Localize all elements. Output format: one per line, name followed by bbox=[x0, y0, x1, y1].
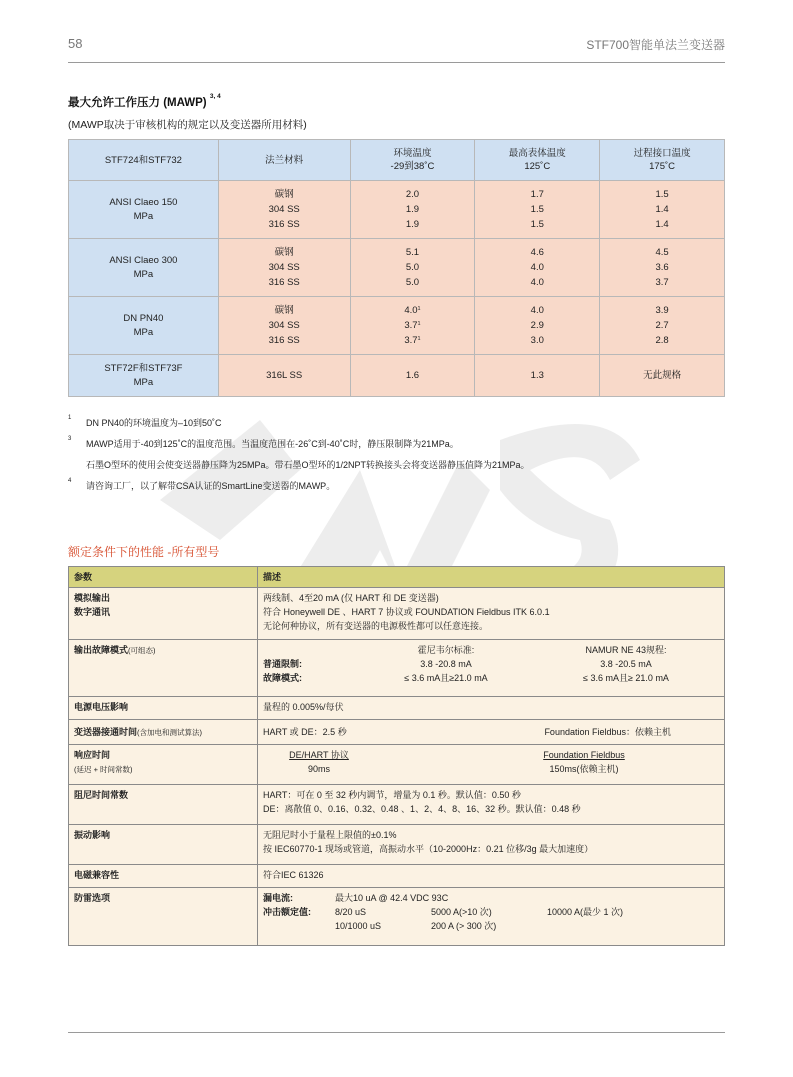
table-row bbox=[69, 697, 725, 720]
table-row bbox=[69, 888, 725, 946]
mawp-section-title: 最大允许工作压力 (MAWP) $^{3, 4}$ bbox=[68, 93, 221, 109]
header-desc: 描述 bbox=[258, 567, 725, 588]
table-row bbox=[69, 785, 725, 825]
param-cell: 阻尼时间常数 bbox=[69, 785, 258, 825]
param-cell: 模拟输出 数字通讯 bbox=[69, 588, 258, 640]
document-title: STF700智能单法兰变送器 bbox=[586, 38, 725, 52]
table-row bbox=[69, 640, 725, 697]
row-head: ANSI Claeo 300 MPa bbox=[69, 239, 219, 297]
header-divider bbox=[68, 62, 725, 63]
param-cell: 输出故障模式(可组态) bbox=[69, 640, 258, 697]
footnotes bbox=[68, 413, 725, 497]
ambient-cell: 2.0 1.9 1.9 bbox=[350, 181, 475, 239]
performance-table bbox=[68, 566, 725, 946]
table-row bbox=[69, 720, 725, 745]
footnote: 1 DN PN40的环境温度为–10到50˚C bbox=[68, 415, 222, 428]
param-cell: 响应时间 (延迟 + 时间常数) bbox=[69, 745, 258, 785]
mawp-section-subtitle: (MAWP取决于审核机构的规定以及变送器所用材料) bbox=[68, 119, 307, 131]
desc-cell: 无阻尼时小于量程上限值的±0.1% 按 IEC60770-1 现场或管道，高振动水平（10-2000Hz：0.21 位移/3g 最大加速度） bbox=[258, 825, 725, 865]
row-head: ANSI Claeo 150 MPa bbox=[69, 181, 219, 239]
process-cell: 4.5 3.6 3.7 bbox=[600, 239, 725, 297]
materials-cell: 碳钢 304 SS 316 SS bbox=[218, 181, 350, 239]
ambient-cell: 1.6 bbox=[350, 355, 475, 397]
desc-cell: HART：可在 0 至 32 秒内调节，增量为 0.1 秒。默认值：0.50 秒 DE：离散值 0、0.16、0.32、0.48 、1、2、4、8、16、32 秒。默认值：0.48 秒 bbox=[258, 785, 725, 825]
footnote: 石墨O型环的使用会使变送器静压降为25MPa。带石墨O型环的1/2NPT转换接头会将变送器静压值降为21MPa。 bbox=[86, 460, 530, 470]
param-cell: 电源电压影响 bbox=[69, 697, 258, 720]
desc-cell: 霍尼韦尔标准: NAMUR NE 43规程: 普通限制: 3.8 -20.8 mA 3.8 -20.5 mA 故障模式: ≤ 3.6 mA且≥21.0 mA ≤ 3.6 mA且≥ 21.0 mA bbox=[258, 640, 725, 697]
footnote: 3 MAWP适用于-40到125˚C的温度范围。当温度范围在-26˚C到-40˚C时，静压限制降为21MPa。 bbox=[68, 436, 459, 449]
max-body-cell: 4.0 2.9 3.0 bbox=[475, 297, 600, 355]
desc-cell: DE/HART 协议 90ms Foundation Fieldbus 150ms(依赖主机) bbox=[258, 745, 725, 785]
performance-section-title: 额定条件下的性能 -所有型号 bbox=[68, 545, 220, 559]
page-header bbox=[68, 36, 725, 60]
max-body-cell: 1.3 bbox=[475, 355, 600, 397]
row-head: DN PN40 MPa bbox=[69, 297, 219, 355]
header-process-temp: 过程接口温度 175˚C bbox=[600, 140, 725, 181]
row-head: STF72F和STF73F MPa bbox=[69, 355, 219, 397]
param-cell: 振动影响 bbox=[69, 825, 258, 865]
perf-header-row bbox=[69, 567, 725, 588]
header-flange-material: 法兰材料 bbox=[218, 140, 350, 181]
process-cell: 3.9 2.7 2.8 bbox=[600, 297, 725, 355]
table-row bbox=[69, 355, 725, 397]
desc-cell: 漏电流: 最大10 uA @ 42.4 VDC 93C 冲击额定值: 8/20 uS 5000 A(>10 次) 10000 A(最少 1 次) 10/1000 uS 200 A (> 300 次) bbox=[258, 888, 725, 946]
ambient-cell: $4.0^1$ $3.7^1$ $3.7^1$ bbox=[350, 297, 475, 355]
header-ambient-temp: 环境温度 -29到38˚C bbox=[350, 140, 475, 181]
process-cell: 1.5 1.4 1.4 bbox=[600, 181, 725, 239]
param-cell: 防雷选项 bbox=[69, 888, 258, 946]
table-row bbox=[69, 297, 725, 355]
desc-cell: 量程的 0.005%/每伏 bbox=[258, 697, 725, 720]
footnote: 4 请咨询工厂，以了解带CSA认证的SmartLine变送器的MAWP。 bbox=[68, 478, 336, 491]
table-row bbox=[69, 745, 725, 785]
materials-cell: 碳钢 304 SS 316 SS bbox=[218, 239, 350, 297]
page-number: 58 bbox=[68, 36, 83, 51]
desc-cell: 符合IEC 61326 bbox=[258, 865, 725, 888]
materials-cell: 316L SS bbox=[218, 355, 350, 397]
footer-divider bbox=[68, 1032, 725, 1033]
max-body-cell: 1.7 1.5 1.5 bbox=[475, 181, 600, 239]
table-row bbox=[69, 181, 725, 239]
table-row bbox=[69, 239, 725, 297]
table-row bbox=[69, 588, 725, 640]
desc-cell: 两线制、4至20 mA (仅 HART 和 DE 变送器) 符合 Honeywell DE 、HART 7 协议或 FOUNDATION Fieldbus ITK 6.0.1 无论何种协议，所有变送器的电源极性都可以任意连接。 bbox=[258, 588, 725, 640]
materials-cell: 碳钢 304 SS 316 SS bbox=[218, 297, 350, 355]
header-model: STF724和STF732 bbox=[69, 140, 219, 181]
max-body-cell: 4.6 4.0 4.0 bbox=[475, 239, 600, 297]
mawp-table bbox=[68, 139, 725, 397]
mawp-header-row bbox=[69, 140, 725, 181]
header-max-body-temp: 最高表体温度 125˚C bbox=[475, 140, 600, 181]
desc-cell: HART 或 DE：2.5 秒 Foundation Fieldbus：依赖主机 bbox=[258, 720, 725, 745]
param-cell: 电磁兼容性 bbox=[69, 865, 258, 888]
process-cell: 无此规格 bbox=[600, 355, 725, 397]
param-cell: 变送器接通时间(含加电和测试算法) bbox=[69, 720, 258, 745]
ambient-cell: 5.1 5.0 5.0 bbox=[350, 239, 475, 297]
header-param: 参数 bbox=[69, 567, 258, 588]
table-row bbox=[69, 825, 725, 865]
table-row bbox=[69, 865, 725, 888]
